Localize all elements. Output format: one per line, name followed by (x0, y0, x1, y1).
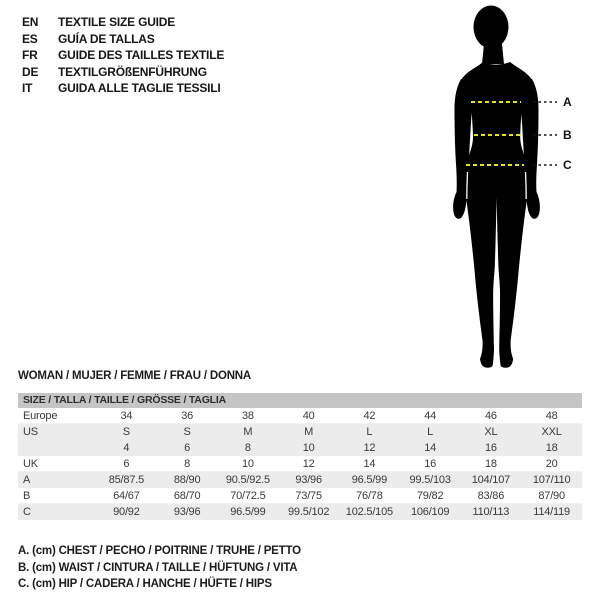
row-label: C (23, 506, 31, 518)
table-cell: 76/78 (356, 490, 383, 502)
row-label: B (23, 490, 31, 502)
language-label: GUÍA DE TALLAS (58, 31, 155, 46)
woman-silhouette-icon (430, 2, 600, 374)
table-cell: M (304, 426, 314, 438)
marker-label-c: C (563, 158, 572, 172)
table-cell: 14 (424, 442, 437, 454)
table-cell: 87/90 (538, 490, 565, 502)
table-cell: S (183, 426, 191, 438)
table-cell: 90.5/92.5 (225, 474, 270, 486)
legend-line-a: A. (cm) CHEST / PECHO / POITRINE / TRUHE / PETTO (18, 545, 301, 557)
table-cell: 96.5/99 (230, 506, 266, 518)
table-cell: 12 (302, 458, 315, 470)
size-table-body (18, 408, 582, 520)
language-row-fr (22, 47, 224, 64)
language-code: FR (22, 48, 38, 62)
table-cell: L (427, 426, 434, 438)
row-label: Europe (23, 410, 58, 422)
table-cell: 48 (545, 410, 558, 422)
language-label: GUIDA ALLE TAGLIE TESSILI (58, 81, 221, 95)
language-label: GUIDE DES TAILLES TEXTILE (58, 48, 225, 62)
table-cell: 104/107 (471, 474, 511, 486)
language-code: DE (22, 64, 39, 79)
table-cell: 106/109 (410, 506, 450, 518)
table-cell: 73/75 (295, 490, 322, 502)
table-cell: 20 (545, 458, 558, 470)
table-cell: 79/82 (416, 490, 444, 502)
language-label: TEXTILGRÖßENFÜHRUNG (58, 64, 207, 79)
table-cell: XL (484, 426, 498, 438)
table-cell: 10 (241, 458, 254, 470)
legend-line-c: C. (cm) HIP / CADERA / HANCHE / HÜFTE / HIPS (18, 578, 272, 590)
language-label: TEXTILE SIZE GUIDE (58, 15, 176, 29)
table-row-us-numeric (18, 440, 582, 456)
table-cell: 34 (120, 410, 133, 422)
table-cell: 14 (363, 458, 376, 470)
table-cell: 93/96 (173, 506, 201, 518)
size-table-header: SIZE / TALLA / TAILLE / GRÖSSE / TAGLIA (18, 393, 582, 408)
table-cell: 16 (484, 442, 497, 454)
table-row-us (18, 424, 582, 440)
language-code: ES (22, 31, 38, 46)
language-row-es (22, 31, 224, 48)
table-cell: 110/113 (472, 506, 510, 518)
table-cell: XXL (541, 426, 562, 438)
table-cell: S (122, 426, 130, 438)
size-table (18, 393, 582, 520)
table-cell: 46 (484, 410, 497, 422)
row-label: UK (23, 458, 38, 470)
measurement-legend (18, 543, 301, 593)
table-cell: 64/67 (113, 490, 140, 502)
table-cell: 8 (184, 458, 191, 470)
table-cell: 70/72.5 (230, 490, 266, 502)
table-cell: 99.5/103 (409, 474, 451, 486)
table-cell: 18 (484, 458, 497, 470)
table-cell: 99.5/102 (288, 506, 330, 518)
table-row-a (18, 472, 582, 488)
table-cell: 18 (545, 442, 558, 454)
marker-label-b: B (563, 128, 572, 142)
row-label (18, 440, 96, 456)
table-cell: 44 (424, 410, 437, 422)
table-cell: 93/96 (295, 474, 322, 486)
table-row-europe (18, 408, 582, 424)
table-cell: 83/86 (477, 490, 505, 502)
table-cell: 6 (184, 442, 191, 454)
language-row-en (22, 14, 224, 31)
table-cell: 10 (302, 442, 315, 454)
table-cell: 68/70 (173, 490, 201, 502)
table-cell: 6 (123, 458, 130, 470)
language-code: IT (22, 81, 33, 95)
table-cell: 102.5/105 (345, 506, 393, 518)
table-cell: 114/119 (533, 506, 570, 518)
marker-label-a: A (563, 95, 572, 109)
woman-silhouette-figure (430, 2, 600, 374)
language-title-list (22, 14, 224, 97)
table-cell: 96.5/99 (351, 474, 388, 486)
row-label: US (23, 426, 38, 438)
table-cell: 8 (244, 442, 251, 454)
table-cell: 16 (424, 458, 437, 470)
table-cell: 40 (302, 410, 315, 422)
table-cell: 4 (123, 442, 130, 454)
legend-line-b: B. (cm) WAIST / CINTURA / TAILLE / HÜFTUNG / VITA (18, 561, 298, 574)
language-row-de (22, 64, 224, 81)
section-title-woman: WOMAN / MUJER / FEMME / FRAU / DONNA (18, 370, 252, 382)
language-code: EN (22, 15, 39, 29)
table-cell: 36 (181, 410, 194, 422)
table-cell: 85/87.5 (108, 474, 145, 486)
table-cell: 42 (363, 410, 376, 422)
table-cell: 90/92 (113, 506, 140, 518)
table-cell: 107/110 (532, 474, 571, 486)
table-cell: M (243, 426, 253, 438)
table-cell: 38 (241, 410, 254, 422)
table-row-c (18, 504, 582, 520)
row-label: A (23, 474, 31, 486)
table-row-b (18, 488, 582, 504)
table-cell: 12 (363, 442, 376, 454)
language-row-it (22, 80, 224, 97)
table-row-uk (18, 456, 582, 472)
table-cell: L (366, 426, 373, 438)
table-cell: 88/90 (173, 474, 201, 486)
